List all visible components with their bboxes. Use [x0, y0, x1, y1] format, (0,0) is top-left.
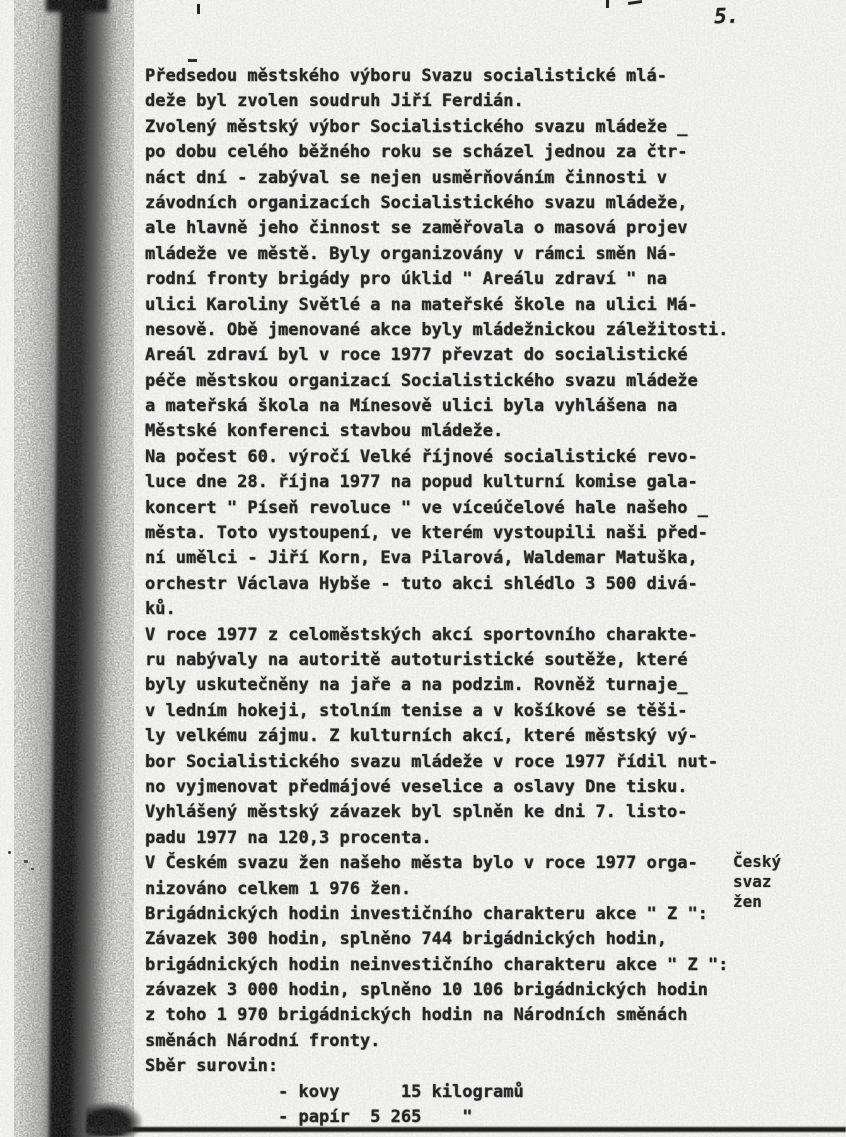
text-line: Závazek 300 hodin, splněno 744 brigádnických hodin,	[145, 929, 667, 950]
text-line: nesově. Obě jmenované akce byly mládežnickou záležitosti.	[145, 319, 729, 340]
text-line: z toho 1 970 brigádnických hodin na Národních směnách	[145, 1005, 688, 1026]
text-line: po dobu celého běžného roku se scházel jednou za čtr-	[145, 142, 688, 163]
text-line: brigádnických hodin neinvestičního charakteru akce " Z ":	[145, 954, 729, 975]
text-line: V roce 1977 z celoměstských akcí sportovního charakte-	[145, 624, 698, 645]
ink-speck	[24, 860, 28, 863]
text-line: péče městskou organizací Socialistického svazu mládeže	[145, 370, 698, 391]
margin-note	[733, 852, 781, 912]
text-line: Sběr surovin:	[145, 1056, 279, 1077]
text-line: no vyjmenovat předmájové veselice a oslavy Dne tisku.	[145, 776, 688, 797]
text-line: deže byl zvolen soudruh Jiří Ferdián.	[145, 91, 524, 112]
text-line: ků.	[145, 599, 176, 620]
binding-smudge-top	[46, 0, 108, 12]
ink-speck	[628, 0, 642, 5]
ink-speck	[31, 868, 34, 870]
margin-note-line: svaz	[733, 872, 772, 891]
text-line: byly uskutečněny na jaře a na podzim. Rovněž turnaje_	[145, 675, 688, 696]
text-line: směnách Národní fronty.	[145, 1030, 381, 1051]
text-line: Brigádnických hodin investičního charakteru akce " Z ":	[145, 903, 708, 924]
text-line: nizováno celkem 1 976 žen.	[145, 878, 412, 899]
text-line: Předsedou městského výboru Svazu socialistické mlá-	[145, 66, 667, 86]
text-line: rodní fronty brigády pro úklid " Areálu zdraví " na	[145, 269, 667, 290]
text-line: ale hlavně jeho činnost se zaměřovala o masová projev	[145, 218, 688, 239]
text-line: Zvolený městský výbor Socialistického svazu mládeže _	[145, 116, 688, 137]
margin-note-line: Český	[733, 852, 782, 871]
ink-speck	[197, 4, 200, 14]
document-body	[145, 64, 728, 1130]
text-line: padu 1977 na 120,3 procenta.	[145, 827, 432, 848]
margin-note-line: žen	[733, 892, 762, 911]
ink-speck	[606, 0, 609, 8]
text-line: koncert " Píseň revoluce " ve víceúčelové hale našeho _	[145, 497, 708, 518]
text-line: Městské konferenci stavbou mládeže.	[145, 421, 504, 442]
ink-speck	[8, 851, 11, 854]
page-number: 5.	[712, 3, 742, 29]
text-line: luce dne 28. října 1977 na popud kulturní komise gala-	[145, 472, 698, 493]
text-line: náct dní - zabýval se nejen usměrňováním činnosti v	[145, 167, 667, 188]
text-line: orchestr Václava Hybše - tuto akci shlédlo 3 500 divá-	[145, 573, 698, 594]
text-line: - kovy 15 kilogramů	[145, 1081, 524, 1102]
text-line: ulici Karoliny Světlé a na mateřské škole na ulici Má-	[145, 294, 698, 315]
text-line: Na počest 60. výročí Velké říjnové socialistické revo-	[145, 446, 698, 467]
text-line: V Českém svazu žen našeho města bylo v roce 1977 orga-	[145, 853, 698, 874]
text-line: ly velkému zájmu. Z kulturních akcí, které městský vý-	[145, 726, 698, 747]
text-line: města. Toto vystoupení, ve kterém vystoupili naši před-	[145, 523, 708, 544]
text-line: Areál zdraví byl v roce 1977 převzat do socialistické	[145, 345, 688, 366]
text-line: bor Socialistického svazu mládeže v roce 1977 řídil nut-	[145, 751, 719, 772]
text-line: závodních organizacích Socialistického svazu mládeže,	[145, 192, 688, 213]
text-line: - papír 5 265 "	[145, 1107, 473, 1128]
text-line: ní umělci - Jiří Korn, Eva Pilarová, Waldemar Matuška,	[145, 548, 698, 569]
text-line: v ledním hokeji, stolním tenise a v košíkové se těši-	[145, 700, 688, 721]
text-line: Vyhlášený městský závazek byl splněn ke dni 7. listo-	[145, 802, 688, 823]
ink-speck	[188, 59, 197, 62]
text-line: a mateřská škola na Mínesově ulici byla vyhlášena na	[145, 396, 678, 417]
text-line: ru nabývaly na autoritě autoturistické soutěže, které	[145, 649, 688, 670]
text-line: závazek 3 000 hodin, splněno 10 106 brigádnických hodin	[145, 980, 708, 1001]
text-line: mládeže ve městě. Byly organizovány v rámci směn Ná-	[145, 243, 678, 264]
